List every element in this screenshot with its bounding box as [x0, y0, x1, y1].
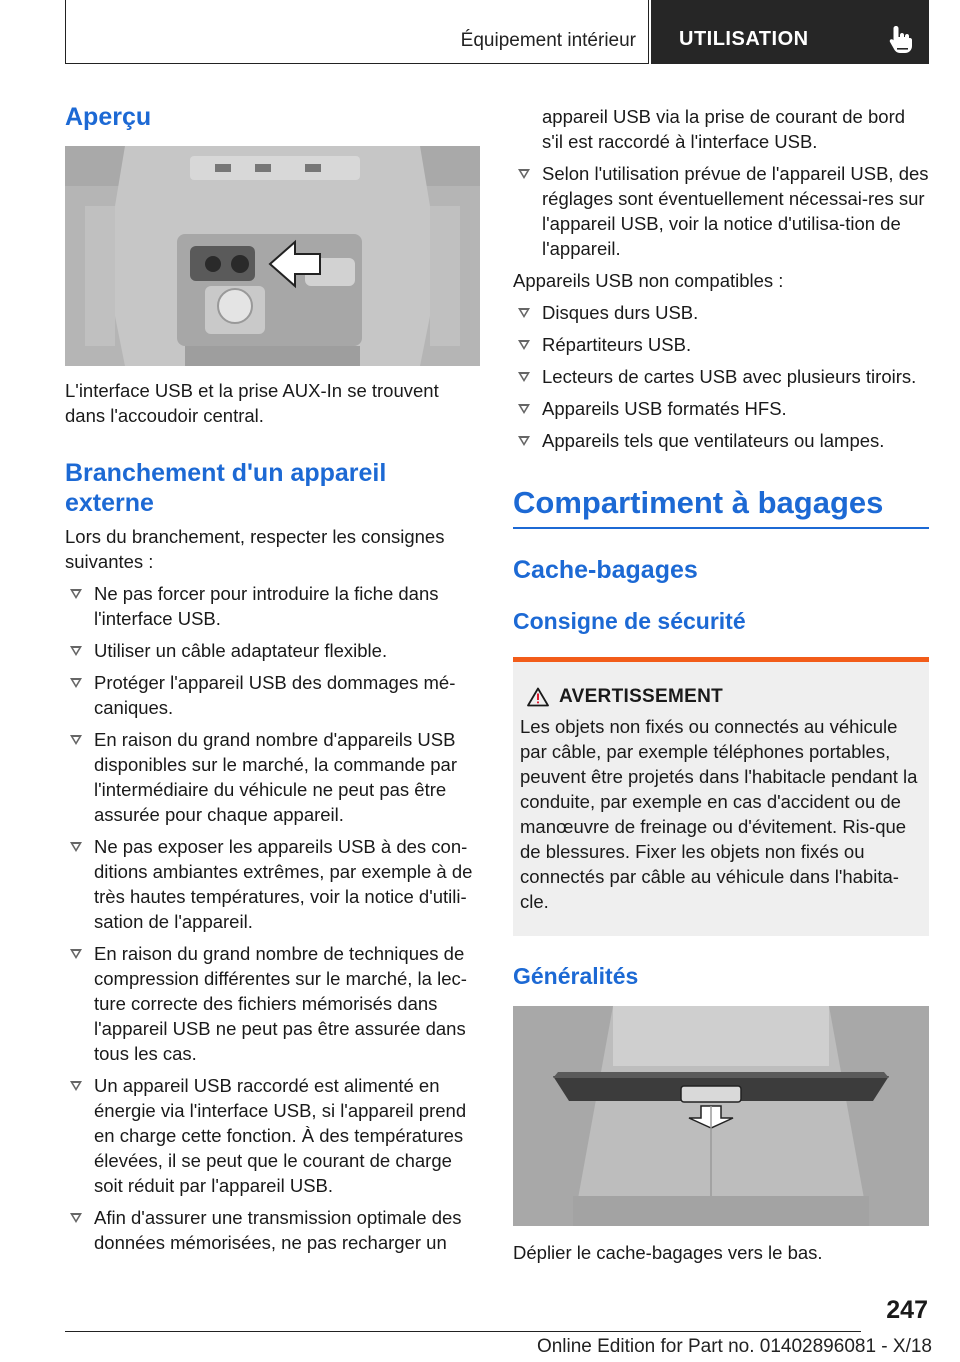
luggage-caption: Déplier le cache-bagages vers le bas.: [513, 1241, 823, 1263]
list-item: Protéger l'appareil USB des dommages mé-caniques.: [65, 670, 480, 720]
list-item: Utiliser un câble adaptateur flexible.: [65, 638, 480, 663]
list-item: Lecteurs de cartes USB avec plusieurs tiroirs.: [513, 364, 929, 389]
list-item: Ne pas exposer les appareils USB à des con-ditions ambiantes extrêmes, par exemple à de très hautes températures, voir la notice d'utili-sation de l'appareil.: [65, 834, 480, 934]
list-item: En raison du grand nombre de techniques de compression différentes sur le marché, la lec-ture correcte des fichiers mémorisés dans l'appareil USB ne peut pas être assurée dans tous les cas.: [65, 941, 480, 1066]
general-heading: Généralités: [513, 962, 639, 989]
overview-caption: L'interface USB et la prise AUX-In se trouvent dans l'accoudoir central.: [65, 380, 439, 426]
triangle-bullet-icon: [518, 308, 530, 318]
triangle-bullet-icon: [518, 340, 530, 350]
luggage-cover-illustration: [513, 1006, 929, 1226]
warning-title-row: [520, 686, 921, 708]
chapter-title: UTILISATION: [679, 28, 809, 50]
triangle-bullet-icon: [70, 949, 82, 959]
list-item: Selon l'utilisation prévue de l'appareil USB, des réglages sont éventuellement nécessai-res sur l'appareil USB, voir la notice d'utilisa-tion de l'appareil.: [513, 161, 929, 261]
page-number: 247: [886, 1296, 928, 1324]
warning-box: [513, 657, 929, 936]
incompatible-devices-list: [513, 300, 929, 453]
list-item: Disques durs USB.: [513, 300, 929, 325]
triangle-bullet-icon: [518, 372, 530, 382]
safety-heading: Consigne de sécurité: [513, 607, 746, 634]
usb-armrest-illustration: [65, 146, 480, 366]
usb-armrest-photo: [65, 146, 480, 366]
overview-heading: Aperçu: [65, 103, 152, 131]
page-header: [65, 0, 929, 64]
warning-triangle-icon: [527, 687, 549, 707]
triangle-bullet-icon: [70, 589, 82, 599]
triangle-bullet-icon: [70, 678, 82, 688]
list-item: Ne pas forcer pour introduire la fiche dans l'interface USB.: [65, 581, 480, 631]
connect-intro: Lors du branchement, respecter les consignes suivantes :: [65, 526, 445, 572]
list-item: Un appareil USB raccordé est alimenté en énergie via l'interface USB, si l'appareil prend en charge cette fonction. À des températures élevées, il se peut que le courant de charge soit réduit par l'appareil USB.: [65, 1073, 480, 1198]
warning-text: Les objets non fixés ou connectés au véhicule par câble, par exemple téléphones portables, peuvent être projetés dans l'habitacle pendant la conduite, par exemple en cas d'accident ou de manœuvre de freinage ou d'évitement. Ris-que de blessures. Fixer les objets non fixés ou connectés par câble au véhicule dans l'habita-cle.: [520, 715, 918, 912]
continued-text: appareil USB via la prise de courant de bord s'il est raccordé à l'interface USB.: [542, 106, 906, 152]
triangle-bullet-icon: [518, 404, 530, 414]
triangle-bullet-icon: [70, 735, 82, 745]
header-section-box: [65, 0, 649, 64]
section-title: Équipement intérieur: [460, 30, 636, 51]
edition-text: Online Edition for Part no. 01402896081 - X/18: [536, 1336, 932, 1357]
header-chapter-box: [651, 0, 929, 64]
list-item: Répartiteurs USB.: [513, 332, 929, 357]
triangle-bullet-icon: [518, 436, 530, 446]
triangle-bullet-icon: [70, 1213, 82, 1223]
triangle-bullet-icon: [70, 646, 82, 656]
triangle-bullet-icon: [70, 1081, 82, 1091]
hand-pointer-icon: [887, 24, 915, 54]
list-item: En raison du grand nombre d'appareils USB disponibles sur le marché, la commande par l'intermédiaire du véhicule ne peut pas être assurée pour chaque appareil.: [65, 727, 480, 827]
list-item: Appareils USB formatés HFS.: [513, 396, 929, 421]
list-item: Afin d'assurer une transmission optimale des données mémorisées, ne pas recharger un: [65, 1205, 480, 1255]
list-item: Appareils tels que ventilateurs ou lampes.: [513, 428, 929, 453]
triangle-bullet-icon: [518, 169, 530, 179]
settings-list: [513, 161, 929, 261]
triangle-bullet-icon: [70, 842, 82, 852]
incompatible-intro: Appareils USB non compatibles :: [513, 270, 784, 291]
warning-title: AVERTISSEMENT: [559, 685, 724, 707]
heading-rule: [513, 527, 929, 529]
footer-rule: [65, 1331, 861, 1332]
left-column: [65, 90, 480, 1255]
right-column: [513, 90, 929, 1265]
luggage-cover-photo: [513, 1006, 929, 1226]
luggage-heading: Compartiment à bagages: [513, 485, 884, 520]
connect-heading: Branchement d'un appareil externe: [65, 459, 387, 517]
connect-instructions-list: [65, 581, 480, 1255]
cover-heading: Cache-bagages: [513, 555, 698, 584]
